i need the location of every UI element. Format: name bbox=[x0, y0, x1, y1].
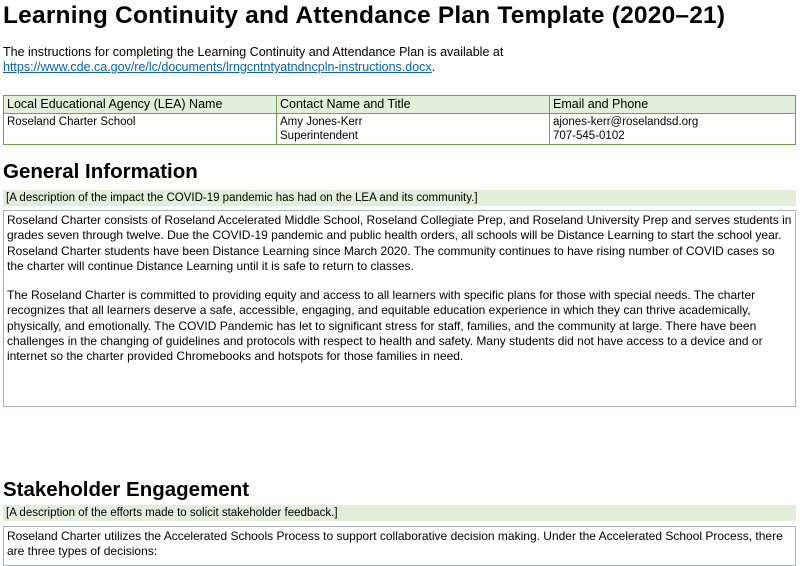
general-information-response-box[interactable] bbox=[3, 210, 796, 407]
contact-name: Amy Jones-Kerr bbox=[280, 116, 363, 128]
lea-info-table bbox=[3, 95, 796, 145]
header-contact: Contact Name and Title bbox=[277, 96, 550, 114]
instructions-text bbox=[3, 45, 503, 75]
instructions-sentence: The instructions for completing the Learning Continuity and Attendance Plan is available at bbox=[3, 45, 504, 59]
lea-name-cell bbox=[4, 114, 277, 145]
stakeholder-paragraph: Roseland Charter utilizes the Accelerated Schools Process to support collaborative decision making. Under the Accelerated School Process, there are three types of decisions: bbox=[7, 529, 783, 559]
general-information-heading: General Information bbox=[3, 160, 198, 183]
email-phone-cell bbox=[550, 114, 796, 145]
header-email-phone: Email and Phone bbox=[550, 96, 796, 114]
contact-title: Superintendent bbox=[280, 130, 359, 142]
general-info-paragraph-2: The Roseland Charter is committed to providing equity and access to all learners with specific plans for those with special needs. The charter recognizes that all learners deserve a safe, accessible, engaging, and equitable education experience in which they can thrive academically, physically, and emotionally. The COVID Pandemic has let to significant stress for staff, families, and the community at large. There have been challenges in the changing of guidelines and protocols with respect to health and safety. Many students did not have access to a device and or internet so the charter provided Chromebooks and hotspots for those families in need. bbox=[7, 288, 763, 364]
header-lea-name: Local Educational Agency (LEA) Name bbox=[4, 96, 277, 114]
table-header-row bbox=[4, 96, 796, 114]
document-title: Learning Continuity and Attendance Plan Template (2020–21) bbox=[3, 2, 726, 29]
instructions-period: . bbox=[431, 60, 436, 74]
table-row bbox=[4, 114, 796, 145]
stakeholder-engagement-heading: Stakeholder Engagement bbox=[3, 478, 250, 501]
general-info-paragraph-1: Roseland Charter consists of Roseland Accelerated Middle School, Roseland Collegiate Prep, and Roseland University Prep and serves students in grades seven through twelve. Due the COVID-19 pandemic and public health orders, all schools will be Distance Learning to start the school year. Roseland Charter students have been Distance Learning since March 2020. The community continues to have rising number of COVID cases so the charter will continue Distance Learning until it is safe to return to classes. bbox=[7, 213, 792, 273]
stakeholder-engagement-prompt: [A description of the efforts made to solicit stakeholder feedback.] bbox=[3, 505, 796, 521]
contact-cell bbox=[277, 114, 550, 145]
instructions-link[interactable]: https://www.cde.ca.gov/re/lc/documents/lrngcntntyatndncpln-instructions.docx bbox=[3, 60, 432, 74]
general-information-prompt: [A description of the impact the COVID-19 pandemic has had on the LEA and its community.] bbox=[3, 190, 796, 206]
stakeholder-engagement-response-box[interactable] bbox=[3, 526, 796, 566]
lea-name: Roseland Charter School bbox=[7, 116, 136, 128]
contact-phone: 707-545-0102 bbox=[553, 130, 625, 142]
contact-email: ajones-kerr@roselandsd.org bbox=[553, 116, 699, 128]
